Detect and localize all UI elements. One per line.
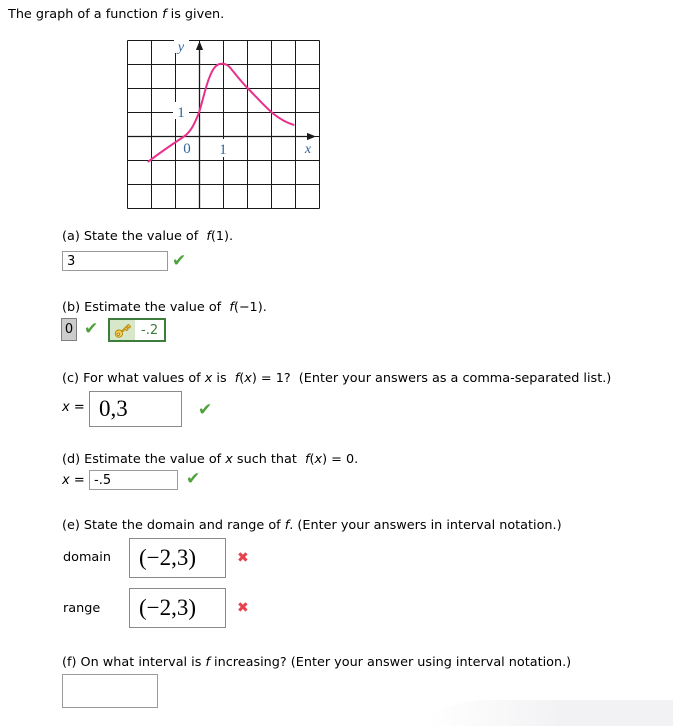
question-f: (f) On what interval is f increasing? (Enter your answer using interval notation.) xyxy=(62,655,572,670)
x-tick-label: 1 xyxy=(219,142,227,158)
origin-label: 0 xyxy=(183,141,191,157)
answer-d-input[interactable] xyxy=(89,470,178,490)
answer-a-input[interactable] xyxy=(62,251,168,271)
page-bottom-fade xyxy=(430,700,673,726)
y-axis-arrow xyxy=(196,41,203,50)
answer-b-submitted: 0 xyxy=(61,318,77,341)
page-title: The graph of a function f is given. xyxy=(8,7,225,22)
domain-label: domain xyxy=(63,550,111,565)
x-axis-arrow xyxy=(307,133,316,140)
range-incorrect-icon: ✖ xyxy=(237,600,249,616)
answer-d-correct-icon: ✔ xyxy=(186,469,201,489)
function-graph xyxy=(127,40,320,213)
x-axis-label: x xyxy=(304,142,312,157)
domain-input[interactable]: (−2,3) xyxy=(129,538,226,578)
answer-d-prefix: x = xyxy=(62,473,85,488)
y-tick-label: 1 xyxy=(177,105,185,121)
range-label: range xyxy=(63,601,101,616)
answer-f-input[interactable] xyxy=(62,674,158,708)
range-input[interactable]: (−2,3) xyxy=(129,588,226,628)
answer-c-prefix: x = xyxy=(62,400,85,415)
question-a: (a) State the value of f(1). xyxy=(62,229,234,244)
answer-c-input[interactable]: 0,3 xyxy=(89,391,182,427)
question-d: (d) Estimate the value of x such that f(x) = 0. xyxy=(62,452,359,467)
y-axis-label: y xyxy=(177,40,185,55)
key-answer-value: -.2 xyxy=(141,322,159,338)
key-icon xyxy=(110,320,135,340)
answer-b-correct-icon: ✔ xyxy=(84,319,99,339)
domain-incorrect-icon: ✖ xyxy=(237,550,249,566)
question-b: (b) Estimate the value of f(−1). xyxy=(62,300,267,315)
function-graph-svg xyxy=(127,40,320,209)
answer-key-chip xyxy=(108,318,166,342)
answer-c-correct-icon: ✔ xyxy=(198,400,213,420)
answer-a-correct-icon: ✔ xyxy=(172,251,187,271)
question-e: (e) State the domain and range of f. (Enter your answers in interval notation.) xyxy=(62,518,562,533)
question-c: (c) For what values of x is f(x) = 1? (Enter your answers as a comma-separated list.) xyxy=(62,371,612,386)
